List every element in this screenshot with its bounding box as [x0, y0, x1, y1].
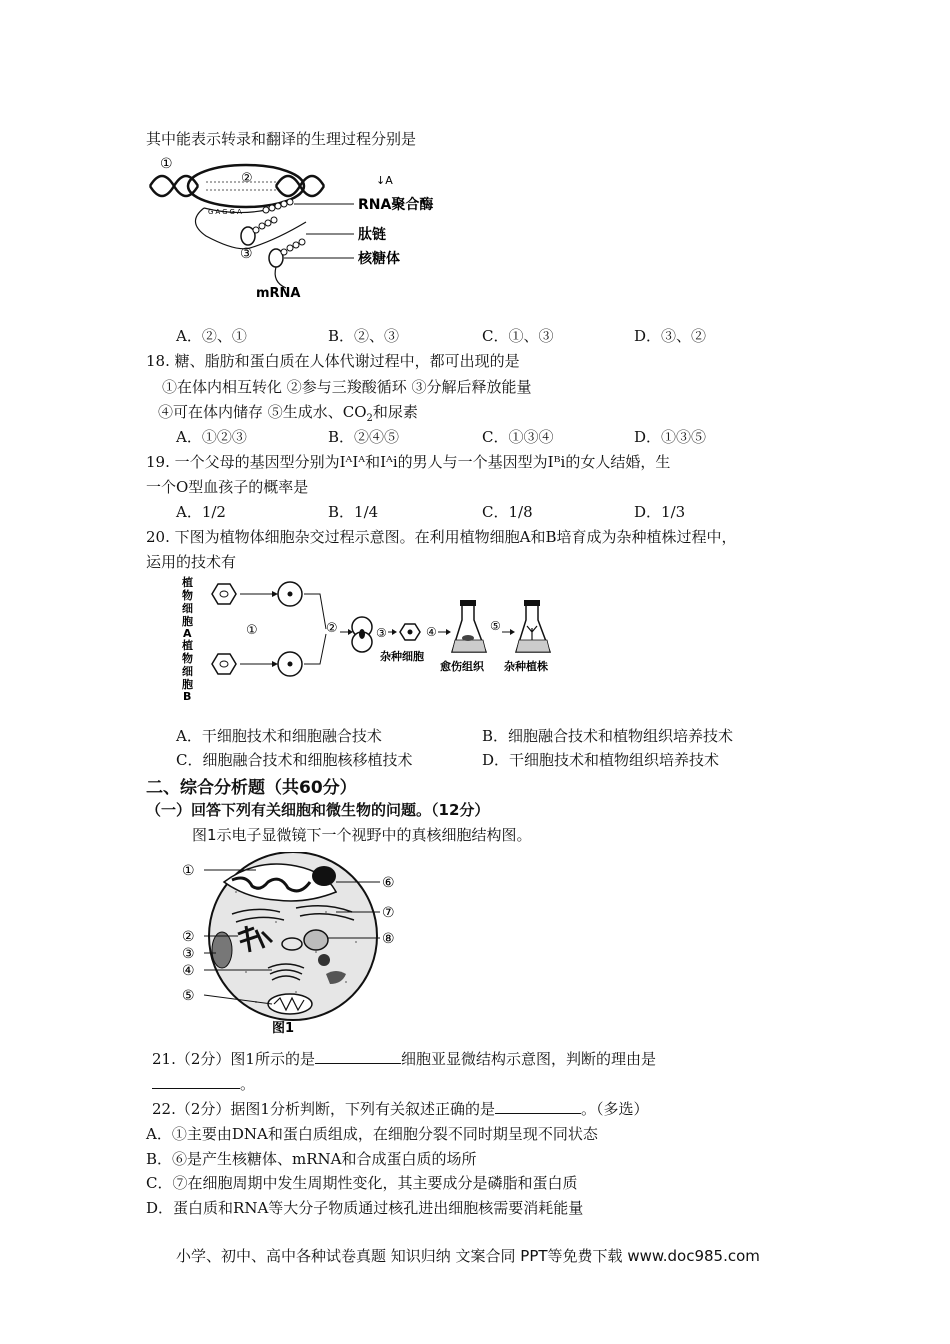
q21-blank-2[interactable] [152, 1074, 240, 1089]
q18-option-a[interactable]: A．①②③ [176, 428, 247, 446]
q22-option-d[interactable]: D．蛋白质和RNA等大分子物质通过核孔进出细胞核需要消耗能量 [146, 1199, 584, 1217]
q18-line2: ④可在体内储存 ⑤生成水、$CO_2$和尿素 [158, 403, 418, 424]
figure-intro: 图1示电子显微镜下一个视野中的真核细胞结构图。 [192, 826, 532, 844]
cell-label-2: ② [182, 929, 195, 945]
q21-blank-1[interactable] [315, 1049, 401, 1064]
q17-option-b[interactable]: B．②、③ [328, 327, 400, 345]
q22-stem: 22.（2分）据图1分析判断，下列有关叙述正确的是 。（多选） [152, 1100, 649, 1118]
label-hybrid-plant: 杂种植株 [504, 660, 548, 673]
q20-line2: 运用的技术有 [146, 553, 237, 571]
side-b-char: 胞 [182, 678, 193, 691]
label-n3: ③ [240, 246, 253, 262]
section-title: 二、综合分析题（共60分） [146, 778, 357, 798]
side-b-char: 植 [182, 639, 193, 652]
q19-line1: 19. 一个父母的基因型分别为IᴬIᴬ和Iᴬi的男人与一个基因型为Iᴮi的女人结婚，生 [146, 453, 671, 471]
q17-option-a[interactable]: A．②、① [176, 327, 247, 345]
part1-heading: （一）回答下列有关细胞和微生物的问题。（12分） [146, 801, 490, 819]
q19-option-a[interactable]: A．1/2 [176, 503, 226, 521]
q17-option-d[interactable]: D．③、② [634, 327, 707, 345]
step-1: ① [246, 623, 258, 638]
transcription-translation-figure [146, 152, 456, 302]
somatic-hybridization-figure [180, 574, 560, 700]
q18-option-b[interactable]: B．②④⑤ [328, 428, 400, 446]
q19-option-b[interactable]: B．1/4 [328, 503, 379, 521]
cell-label-7: ⑦ [382, 905, 395, 921]
step-3: ③ [376, 626, 387, 640]
cell-structure-figure [176, 852, 406, 1042]
cell-label-8: ⑧ [382, 931, 395, 947]
cell-label-6: ⑥ [382, 875, 395, 891]
label-mrna: mRNA [256, 286, 301, 301]
step-5: ⑤ [490, 619, 501, 633]
q21-line1: 21.（2分）图1所示的是 细胞亚显微结构示意图，判断的理由是 [152, 1050, 656, 1068]
label-hybrid-cell: 杂种细胞 [380, 650, 424, 663]
q18-option-d[interactable]: D．①③⑤ [634, 428, 707, 446]
q17-stem: 其中能表示转录和翻译的生理过程分别是 [146, 130, 417, 148]
side-a-char: 细 [182, 602, 193, 615]
side-b-char: 细 [182, 665, 193, 678]
label-callus: 愈伤组织 [440, 660, 484, 673]
q19-option-d[interactable]: D．1/3 [634, 503, 686, 521]
q19-option-c[interactable]: C．1/8 [482, 503, 533, 521]
q18-stem: 18. 糖、脂肪和蛋白质在人体代谢过程中，都可出现的是 [146, 352, 520, 370]
side-a-char: A [183, 627, 192, 640]
q17-option-c[interactable]: C．①、③ [482, 327, 554, 345]
side-b-char: 物 [182, 652, 193, 665]
label-a: ↓A [376, 174, 393, 187]
q19-line2: 一个O型血孩子的概率是 [146, 478, 309, 496]
side-a-char: 植 [182, 576, 193, 589]
q22-option-a[interactable]: A．①主要由DNA和蛋白质组成，在细胞分裂不同时期呈现不同状态 [146, 1125, 598, 1143]
side-a-char: 胞 [182, 615, 193, 628]
q20-option-d[interactable]: D．干细胞技术和植物组织培养技术 [482, 751, 720, 769]
q22-option-b[interactable]: B．⑥是产生核糖体、mRNA和合成蛋白质的场所 [146, 1150, 477, 1168]
label-ribosome: 核糖体 [358, 251, 400, 267]
q20-option-a[interactable]: A．干细胞技术和细胞融合技术 [176, 727, 382, 745]
cell-label-4: ④ [182, 963, 195, 979]
label-n2: ② [241, 171, 253, 186]
figure-caption: 图1 [272, 1021, 295, 1036]
cell-label-5: ⑤ [182, 988, 195, 1004]
label-n1: ① [160, 156, 173, 172]
step-2: ② [326, 621, 338, 636]
page-footer: 小学、初中、高中各种试卷真题 知识归纳 文案合同 PPT等免费下载 www.doc985.com [176, 1247, 760, 1265]
label-rna-polymerase: RNA聚合酶 [358, 197, 434, 213]
q20-line1: 20. 下图为植物体细胞杂交过程示意图。在利用植物细胞A和B培育成为杂种植株过程中， [146, 528, 737, 546]
q18-line1: ①在体内相互转化 ②参与三羧酸循环 ③分解后释放能量 [162, 378, 532, 396]
cell-label-3: ③ [182, 946, 195, 962]
q18-option-c[interactable]: C．①③④ [482, 428, 554, 446]
rna-sequence: GAGGA [208, 208, 244, 216]
side-a-char: 物 [182, 589, 193, 602]
q21-line2: 。 [152, 1073, 255, 1094]
q20-option-b[interactable]: B．细胞融合技术和植物组织培养技术 [482, 727, 734, 745]
step-4: ④ [426, 625, 437, 639]
q20-option-c[interactable]: C．细胞融合技术和细胞核移植技术 [176, 751, 413, 769]
side-b-char: B [183, 690, 192, 700]
q22-blank[interactable] [495, 1099, 581, 1114]
q22-option-c[interactable]: C．⑦在细胞周期中发生周期性变化，其主要成分是磷脂和蛋白质 [146, 1174, 578, 1192]
label-peptide: 肽链 [358, 227, 386, 243]
cell-label-1: ① [182, 863, 195, 879]
